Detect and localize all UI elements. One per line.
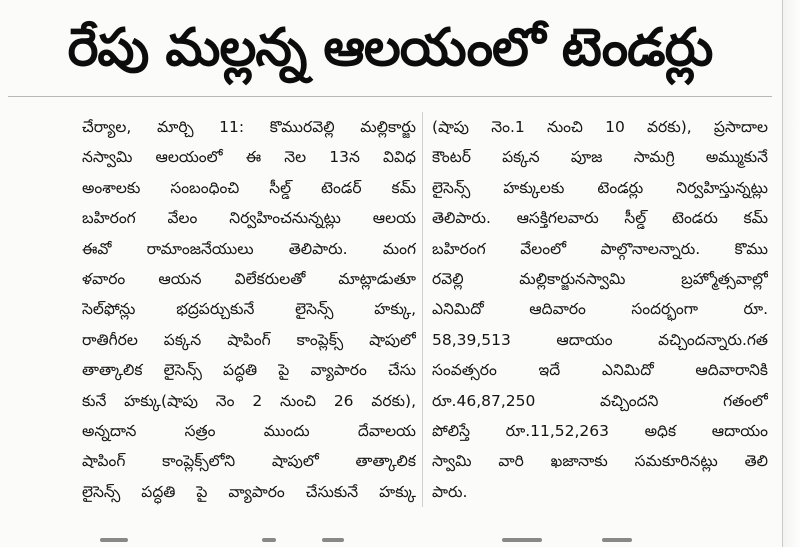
text-line: కౌంటర్ పక్కన పూజ సామగ్రి అమ్ముకునే: [432, 148, 768, 167]
text-line: ఈవో రామాంజనేయులు తెలిపారు. మంగ: [82, 239, 416, 258]
headline-divider: [8, 96, 772, 97]
text-line: చేర్యాల, మార్చి 11: కొమురవెల్లి మల్లికార్జు: [82, 118, 416, 136]
text-line: రూ.46,87,250 వచ్చిందని గతంలో: [432, 391, 768, 410]
article-column-left: [82, 112, 416, 507]
text-line: 58,39,513 ఆదాయం వచ్చిందన్నారు.గత: [432, 330, 768, 349]
text-line: కునే హక్కు(షాపు నెం 2 నుంచి 26 వరకు),: [82, 391, 416, 410]
text-line: తాత్కాలిక లైసెన్స్ పద్ధతి పై వ్యాపారం చేసు: [82, 361, 416, 380]
text-line: బహిరంగ వేలం నిర్వహించనున్నట్లు ఆలయ: [82, 209, 416, 228]
text-line: ఎనిమిదో ఆదివారం సందర్భంగా రూ.: [432, 300, 768, 319]
text-line: సెల్‌ఫోన్లు భద్రపర్చుకునే లైసెన్స్ హక్కు,: [82, 300, 416, 319]
text-line: సంవత్సరం ఇదే ఎనిమిదో ఆదివారానికి: [432, 361, 768, 380]
text-line: రాతిగీరల పక్కన షాపింగ్ కాంప్లెక్స్ షాపులో: [82, 330, 416, 349]
text-line: అంశాలకు సంబంధించి సీల్డ్ టెండర్ కమ్: [82, 178, 416, 197]
text-line: (షాపు నెం.1 నుంచి 10 వరకు), ప్రసాదాల: [432, 118, 768, 136]
cutoff-text-fragment: [502, 538, 542, 542]
text-line: తెలిపారు. ఆసక్తిగలవారు సీల్డ్ టెండరు కమ్: [432, 209, 768, 228]
text-line: నస్వామి ఆలయంలో ఈ నెల 13న వివిధ: [82, 148, 416, 167]
headline: రేపు మల్లన్న ఆలయంలో టెండర్లు: [67, 18, 713, 78]
cutoff-text-fragment: [602, 538, 632, 542]
text-line: రవెల్లి మల్లికార్జునస్వామి బ్రహ్మోత్సవాల్లో: [432, 270, 768, 289]
text-line: ళవారం ఆయన విలేకరులతో మాట్లాడుతూ: [82, 270, 416, 289]
cutoff-text-fragment: [100, 538, 128, 542]
text-line: పారు.: [432, 482, 468, 501]
cutoff-text-fragment: [322, 538, 344, 542]
article-column-right: [432, 112, 768, 507]
text-line: పోలిస్తే రూ.11,52,263 అధిక ఆదాయం: [432, 422, 768, 441]
text-line: బహిరంగ వేలంలో పాల్గొనాలన్నారు. కొము: [432, 239, 768, 258]
text-line: లైసెన్స్ పద్ధతి పై వ్యాపారం చేసుకునే హక్కు: [82, 482, 416, 501]
text-line: షాపింగ్ కాంప్లెక్స్‌లోని షాపులో తాత్కాలిక: [82, 452, 416, 471]
column-divider: [422, 112, 423, 507]
text-line: స్వామి వారి ఖజానాకు సమకూరినట్లు తెలి: [432, 452, 768, 471]
text-line: అన్నదాన సత్రం ముందు దేవాలయ: [82, 422, 416, 441]
cutoff-text-fragment: [262, 538, 276, 542]
next-article-cutoff: [82, 526, 772, 547]
page-edge: [782, 0, 800, 547]
text-line: లైసెన్స్ హక్కులకు టెండర్లు నిర్వహిస్తున్నట్లు: [432, 178, 768, 197]
